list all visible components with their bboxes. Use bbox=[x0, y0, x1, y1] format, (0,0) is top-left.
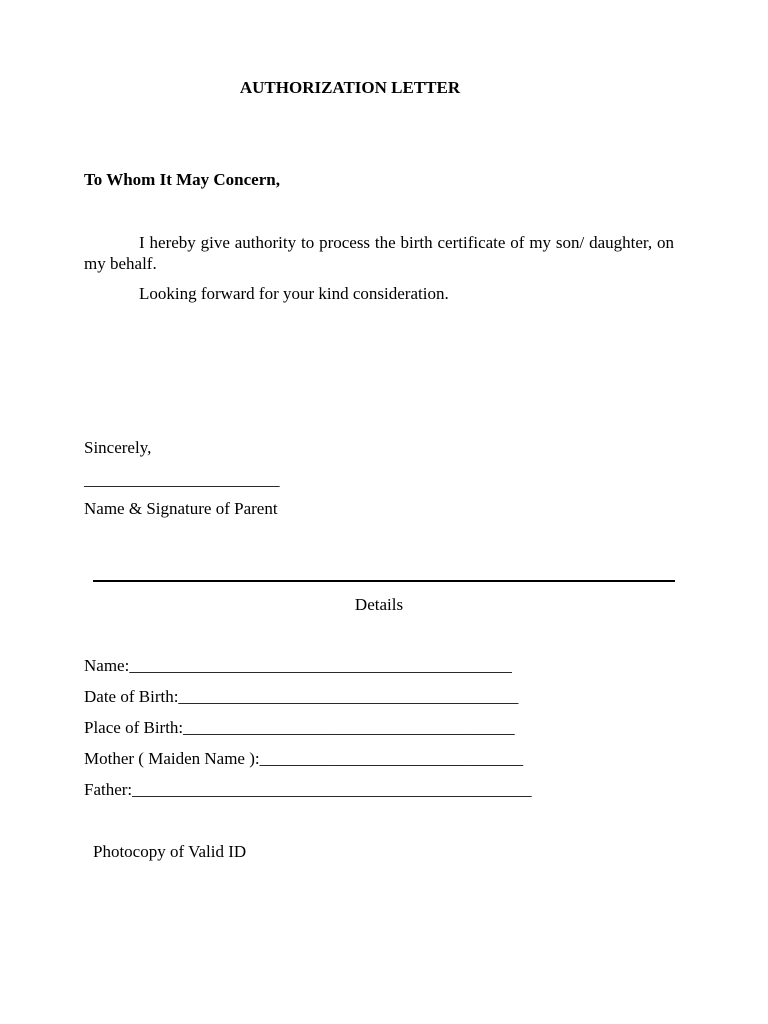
section-divider bbox=[93, 580, 675, 582]
details-heading: Details bbox=[354, 595, 404, 614]
attachment-note: Photocopy of Valid ID bbox=[93, 842, 247, 861]
field-father: Father:_______________________________________________ bbox=[84, 780, 532, 799]
body-paragraph-consideration: Looking forward for your kind consideration. bbox=[139, 284, 449, 303]
field-mother-maiden-name: Mother ( Maiden Name ):_______________________________ bbox=[84, 749, 524, 768]
letter-title: AUTHORIZATION LETTER bbox=[239, 78, 461, 97]
signature-label: Name & Signature of Parent bbox=[84, 499, 278, 518]
field-date-of-birth: Date of Birth:________________________________________ bbox=[84, 687, 519, 706]
field-place-of-birth: Place of Birth:_______________________________________ bbox=[84, 718, 515, 737]
closing: Sincerely, bbox=[84, 438, 152, 457]
salutation: To Whom It May Concern, bbox=[84, 170, 280, 189]
field-name: Name:_____________________________________________ bbox=[84, 656, 512, 675]
body-paragraph-authority: I hereby give authority to process the birth certificate of my son/ daughter, on my behalf. bbox=[84, 233, 674, 273]
signature-line: _______________________ bbox=[84, 470, 280, 489]
